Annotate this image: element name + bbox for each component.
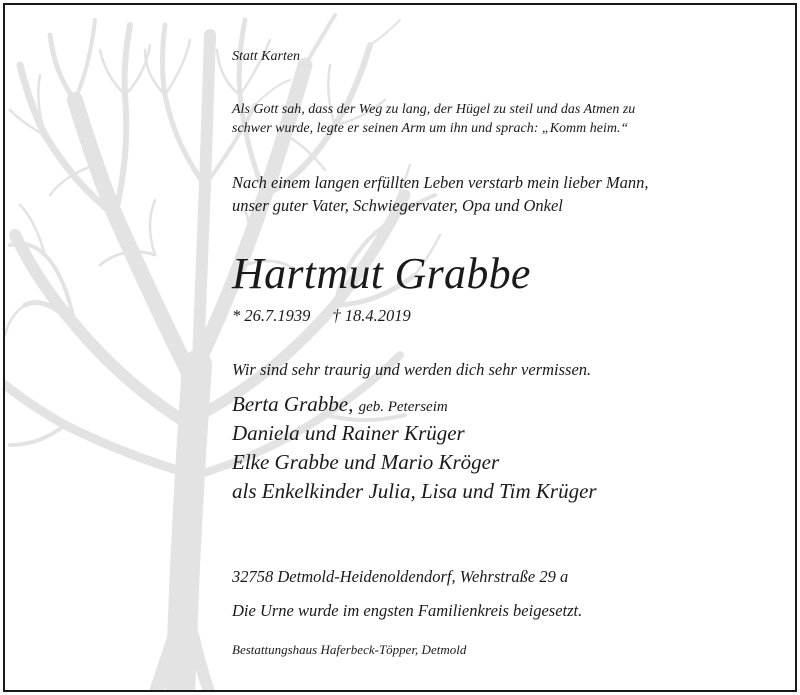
funeral-home: Bestattungshaus Haferbeck-Töpper, Detmold [232,642,467,657]
obituary-frame [3,3,797,692]
birth-date: * 26.7.1939 [232,306,311,325]
quote-line-1: Als Gott sah, dass der Weg zu lang, der Hügel zu steil und das Atmen zu [232,102,636,117]
burial-note: Die Urne wurde im engsten Familienkreis beigesetzt. [232,601,583,620]
family-line-3: Elke Grabbe und Mario Kröger [232,450,500,474]
widow-name: Berta Grabbe, [232,392,354,416]
life-dates [232,306,433,326]
deceased-name: Hartmut Grabbe [232,249,531,298]
intro-line-1: Nach einem langen erfüllten Leben verstarb mein lieber Mann, [232,173,649,192]
mourning-line: Wir sind sehr traurig und werden dich sehr vermissen. [232,360,592,379]
family-line-4: als Enkelkinder Julia, Lisa und Tim Krüger [232,479,597,503]
quote-line-2: schwer wurde, legte er seinen Arm um ihn und sprach: „Komm heim.“ [232,121,629,136]
address-line: 32758 Detmold-Heidenoldendorf, Wehrstraße 29 a [232,567,569,586]
family-line-1 [232,390,448,422]
widow-nee: geb. Peterseim [358,399,448,415]
death-date: † 18.4.2019 [332,306,411,325]
intro-line-2: unser guter Vater, Schwiegervater, Opa und Onkel [232,196,563,215]
header-label: Statt Karten [232,49,301,64]
family-line-2: Daniela und Rainer Krüger [232,421,465,445]
